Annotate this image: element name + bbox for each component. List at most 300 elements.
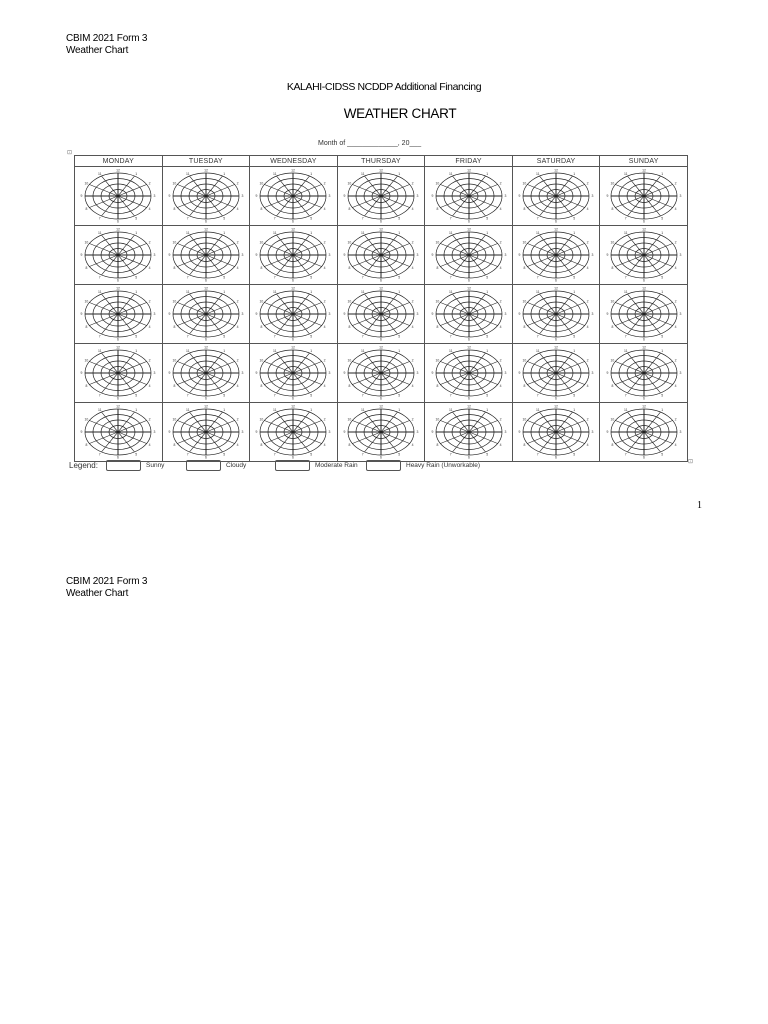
dial-hour-label: 9 (431, 194, 433, 199)
dial-hour-label: 2 (411, 240, 414, 245)
legend-label: Moderate Rain (315, 462, 358, 469)
dial-hour-label: 7 (449, 275, 452, 280)
day-cell[interactable] (512, 403, 600, 462)
dial-hour-label: 4 (586, 324, 589, 329)
dial-hour-label: 10 (522, 240, 527, 245)
dial-center (642, 431, 644, 433)
form-id-text: CBIM 2021 Form 3 (66, 33, 148, 44)
dial-hour-label: 11 (360, 231, 365, 236)
dial-hour-label: 2 (586, 299, 589, 304)
day-cell[interactable] (600, 167, 688, 226)
dial-hour-label: 5 (660, 452, 663, 457)
weather-dial-icon[interactable] (518, 405, 594, 459)
weather-dial-icon[interactable] (168, 228, 244, 282)
day-cell[interactable] (600, 344, 688, 403)
dial-hour-label: 6 (555, 337, 558, 341)
dial-hour-label: 9 (343, 194, 346, 199)
legend-box-moderate-rain (275, 460, 310, 471)
dial-center (205, 195, 207, 197)
dial-hour-label: 1 (485, 231, 488, 236)
dial-hour-label: 3 (328, 312, 331, 317)
dial-hour-label: 1 (135, 290, 138, 295)
dial-hour-label: 4 (324, 324, 326, 329)
dial-hour-label: 10 (347, 240, 352, 245)
dial-hour-label: 12 (379, 405, 383, 409)
dial-hour-label: 9 (518, 430, 521, 435)
weather-grid (74, 155, 688, 462)
dial-hour-label: 3 (679, 430, 682, 435)
dial-hour-label: 4 (236, 442, 239, 447)
dial-hour-label: 1 (660, 172, 663, 177)
dial-hour-label: 3 (591, 312, 594, 317)
dial-hour-label: 2 (674, 299, 677, 304)
weather-dial-icon[interactable] (255, 405, 331, 459)
dial-hour-label: 7 (186, 275, 189, 280)
dial-hour-label: 7 (186, 216, 189, 221)
dial-hour-label: 1 (223, 290, 226, 295)
dial-hour-label: 3 (504, 253, 506, 258)
dial-center (117, 372, 119, 374)
dial-hour-label: 9 (606, 312, 609, 317)
day-cell[interactable] (600, 285, 688, 344)
dial-center (380, 431, 382, 433)
dial-hour-label: 1 (573, 408, 576, 413)
dial-hour-label: 1 (135, 349, 138, 354)
dial-hour-label: 5 (135, 216, 138, 221)
legend-label: Cloudy (226, 462, 247, 469)
dial-hour-label: 7 (361, 216, 364, 221)
dial-hour-label: 3 (328, 253, 331, 258)
day-cell[interactable] (512, 285, 600, 344)
weather-dial-icon[interactable] (343, 287, 419, 341)
dial-hour-label: 8 (435, 442, 438, 447)
day-cell[interactable] (250, 226, 338, 285)
day-cell[interactable] (162, 344, 250, 403)
day-cell[interactable] (250, 344, 338, 403)
dial-hour-label: 8 (435, 324, 438, 329)
dial-hour-label: 10 (172, 417, 177, 422)
day-cell[interactable] (75, 403, 163, 462)
dial-hour-label: 4 (236, 324, 239, 329)
day-cell[interactable] (162, 403, 250, 462)
dial-hour-label: 2 (148, 358, 151, 363)
dial-hour-label: 7 (99, 334, 101, 339)
page-number: 1 (697, 500, 702, 511)
dial-hour-label: 8 (348, 442, 351, 447)
dial-hour-label: 7 (449, 334, 452, 339)
dial-hour-label: 4 (586, 442, 589, 447)
dial-hour-label: 2 (586, 358, 589, 363)
dial-hour-label: 2 (148, 240, 151, 245)
dial-hour-label: 4 (586, 383, 589, 388)
dial-hour-label: 12 (466, 287, 471, 291)
dial-hour-label: 1 (223, 172, 226, 177)
dial-hour-label: 3 (153, 312, 156, 317)
dial-center (467, 195, 469, 197)
dial-hour-label: 9 (606, 194, 609, 199)
dial-hour-label: 2 (411, 358, 414, 363)
dial-hour-label: 4 (674, 442, 677, 447)
weather-dial-icon[interactable] (431, 287, 507, 341)
dial-hour-label: 7 (99, 216, 101, 221)
day-cell[interactable] (162, 226, 250, 285)
dial-hour-label: 10 (347, 181, 352, 186)
page-header (66, 33, 147, 57)
dial-hour-label: 11 (273, 172, 277, 177)
dial-hour-label: 6 (642, 219, 645, 223)
dial-hour-label: 5 (310, 393, 313, 398)
weather-dial-icon[interactable] (255, 169, 331, 223)
dial-hour-label: 5 (485, 216, 488, 221)
dial-center (555, 254, 557, 256)
dial-center (467, 254, 469, 256)
dial-hour-label: 11 (536, 408, 540, 413)
day-cell[interactable] (250, 167, 338, 226)
dial-hour-label: 9 (168, 371, 171, 376)
dial-hour-label: 12 (203, 169, 208, 173)
dial-hour-label: 9 (518, 253, 521, 258)
day-cell[interactable] (75, 167, 163, 226)
dial-hour-label: 12 (116, 346, 121, 350)
dial-hour-label: 12 (116, 169, 121, 173)
week-row (75, 285, 688, 344)
weather-dial-icon[interactable] (606, 287, 682, 341)
week-row (75, 167, 688, 226)
form-id-text: CBIM 2021 Form 3 (66, 576, 148, 587)
dial-hour-label: 1 (660, 408, 663, 413)
dial-hour-label: 1 (398, 408, 401, 413)
dial-hour-label: 10 (259, 181, 264, 186)
dial-hour-label: 2 (324, 358, 326, 363)
dial-center (642, 195, 644, 197)
dial-hour-label: 5 (223, 334, 226, 339)
dial-hour-label: 2 (499, 299, 502, 304)
dial-hour-label: 2 (674, 181, 677, 186)
dial-hour-label: 6 (117, 337, 120, 341)
legend-box-sunny (106, 460, 141, 471)
day-header-friday: FRIDAY (425, 156, 513, 167)
weather-dial-icon[interactable] (80, 228, 156, 282)
dial-hour-label: 10 (522, 299, 527, 304)
dial-hour-label: 2 (148, 181, 151, 186)
dial-hour-label: 5 (135, 393, 138, 398)
weather-dial-icon[interactable] (168, 405, 244, 459)
weather-dial-icon[interactable] (431, 228, 507, 282)
dial-hour-label: 8 (523, 265, 526, 270)
page-title: WEATHER CHART (343, 106, 457, 121)
dial-center (555, 431, 557, 433)
dial-center (205, 313, 207, 315)
dial-hour-label: 11 (185, 290, 190, 295)
weather-dial-icon[interactable] (168, 346, 244, 400)
dial-hour-label: 3 (416, 194, 419, 199)
dial-hour-label: 9 (168, 253, 171, 258)
dial-center (117, 195, 119, 197)
day-cell[interactable] (337, 403, 425, 462)
day-cell[interactable] (250, 285, 338, 344)
dial-hour-label: 2 (586, 181, 589, 186)
dial-hour-label: 1 (310, 349, 313, 354)
dial-hour-label: 9 (431, 430, 433, 435)
dial-hour-label: 4 (499, 383, 502, 388)
dial-center (555, 372, 557, 374)
dial-hour-label: 5 (485, 452, 488, 457)
dial-hour-label: 5 (223, 452, 226, 457)
dial-hour-label: 9 (343, 312, 346, 317)
dial-hour-label: 3 (504, 430, 506, 435)
dial-hour-label: 6 (642, 455, 645, 459)
dial-hour-label: 5 (398, 216, 401, 221)
day-cell[interactable] (75, 344, 163, 403)
dial-hour-label: 2 (499, 240, 502, 245)
day-cell[interactable] (600, 403, 688, 462)
dial-hour-label: 10 (84, 240, 89, 245)
corner-mark-icon: ⊡ (688, 459, 694, 465)
dial-hour-label: 4 (236, 383, 239, 388)
dial-hour-label: 8 (260, 265, 263, 270)
dial-hour-label: 1 (223, 408, 226, 413)
dial-hour-label: 7 (536, 275, 539, 280)
dial-hour-label: 9 (431, 371, 433, 376)
dial-hour-label: 3 (153, 371, 156, 376)
dial-hour-label: 3 (416, 253, 419, 258)
day-cell[interactable] (425, 344, 513, 403)
dial-hour-label: 7 (624, 216, 627, 221)
weather-dial-icon[interactable] (255, 287, 331, 341)
dial-hour-label: 2 (411, 299, 414, 304)
dial-hour-label: 6 (467, 337, 470, 341)
day-cell[interactable] (425, 285, 513, 344)
dial-hour-label: 6 (204, 396, 207, 400)
dial-hour-label: 6 (117, 278, 120, 282)
dial-hour-label: 3 (241, 253, 244, 258)
dial-hour-label: 7 (536, 216, 539, 221)
dial-hour-label: 12 (641, 405, 646, 409)
dial-hour-label: 6 (292, 219, 295, 223)
dial-hour-label: 12 (379, 287, 383, 291)
day-header-sunday: SUNDAY (600, 156, 688, 167)
dial-hour-label: 2 (674, 417, 677, 422)
dial-hour-label: 3 (416, 312, 419, 317)
dial-center (380, 254, 382, 256)
dial-hour-label: 11 (536, 349, 540, 354)
dial-hour-label: 8 (611, 383, 614, 388)
dial-hour-label: 3 (504, 371, 506, 376)
day-cell[interactable] (425, 226, 513, 285)
dial-hour-label: 10 (522, 358, 527, 363)
weather-dial-icon[interactable] (606, 228, 682, 282)
weather-dial-icon[interactable] (343, 346, 419, 400)
day-cell[interactable] (512, 167, 600, 226)
dial-hour-label: 4 (499, 324, 502, 329)
dial-hour-label: 11 (273, 408, 277, 413)
dial-hour-label: 7 (274, 334, 277, 339)
weather-dial-icon[interactable] (80, 287, 156, 341)
day-cell[interactable] (512, 226, 600, 285)
dial-hour-label: 10 (172, 299, 177, 304)
dial-hour-label: 12 (203, 346, 208, 350)
weather-dial-icon[interactable] (606, 346, 682, 400)
dial-hour-label: 9 (518, 194, 521, 199)
dial-hour-label: 8 (85, 265, 88, 270)
legend-box-cloudy (186, 460, 221, 471)
dial-hour-label: 7 (361, 452, 364, 457)
dial-hour-label: 1 (310, 231, 313, 236)
dial-hour-label: 4 (586, 206, 589, 211)
weather-dial-icon[interactable] (343, 228, 419, 282)
dial-hour-label: 3 (679, 371, 682, 376)
corner-mark-icon: ⊡ (67, 150, 73, 156)
dial-hour-label: 9 (80, 312, 83, 317)
day-cell[interactable] (425, 403, 513, 462)
dial-hour-label: 10 (435, 417, 439, 422)
day-cell[interactable] (337, 226, 425, 285)
dial-hour-label: 6 (292, 278, 295, 282)
dial-hour-label: 1 (135, 231, 138, 236)
dial-hour-label: 2 (324, 417, 326, 422)
dial-hour-label: 2 (236, 358, 239, 363)
dial-hour-label: 8 (523, 206, 526, 211)
dial-hour-label: 8 (85, 442, 88, 447)
day-cell[interactable] (337, 344, 425, 403)
dial-hour-label: 8 (260, 206, 263, 211)
dial-hour-label: 9 (255, 430, 258, 435)
dial-hour-label: 11 (536, 290, 540, 295)
dial-hour-label: 12 (203, 405, 208, 409)
dial-hour-label: 4 (499, 206, 502, 211)
week-row (75, 226, 688, 285)
dial-hour-label: 6 (380, 219, 382, 223)
weather-dial-icon[interactable] (606, 405, 682, 459)
dial-center (467, 431, 469, 433)
day-cell[interactable] (162, 285, 250, 344)
weather-dial-icon[interactable] (518, 169, 594, 223)
dial-hour-label: 7 (274, 275, 277, 280)
day-cell[interactable] (337, 167, 425, 226)
dial-hour-label: 8 (435, 206, 438, 211)
dial-hour-label: 10 (435, 240, 439, 245)
legend-title: Legend: (69, 461, 98, 470)
dial-hour-label: 3 (241, 430, 244, 435)
day-cell[interactable] (162, 167, 250, 226)
dial-hour-label: 1 (135, 408, 138, 413)
dial-hour-label: 11 (360, 408, 365, 413)
dial-hour-label: 7 (624, 334, 627, 339)
dial-hour-label: 1 (660, 231, 663, 236)
day-cell[interactable] (337, 285, 425, 344)
dial-hour-label: 4 (324, 265, 326, 270)
dial-hour-label: 5 (398, 393, 401, 398)
weather-dial-icon[interactable] (431, 405, 507, 459)
weather-dial-icon[interactable] (518, 287, 594, 341)
dial-hour-label: 12 (641, 169, 646, 173)
dial-hour-label: 8 (260, 383, 263, 388)
dial-hour-label: 1 (223, 349, 226, 354)
dial-hour-label: 10 (84, 181, 89, 186)
weather-dial-icon[interactable] (255, 228, 331, 282)
weather-dial-icon[interactable] (518, 346, 594, 400)
dial-hour-label: 10 (84, 417, 89, 422)
dial-hour-label: 6 (467, 455, 470, 459)
dial-hour-label: 1 (398, 231, 401, 236)
dial-hour-label: 4 (148, 324, 151, 329)
day-header-row (75, 156, 688, 167)
dial-hour-label: 4 (148, 206, 151, 211)
day-header-saturday: SATURDAY (512, 156, 600, 167)
dial-hour-label: 5 (573, 452, 576, 457)
dial-center (205, 254, 207, 256)
dial-center (292, 254, 294, 256)
dial-hour-label: 10 (610, 358, 614, 363)
weather-dial-icon[interactable] (80, 169, 156, 223)
weather-dial-icon[interactable] (80, 405, 156, 459)
dial-hour-label: 3 (591, 194, 594, 199)
dial-hour-label: 3 (679, 253, 682, 258)
weather-dial-icon[interactable] (255, 346, 331, 400)
weather-dial-icon[interactable] (168, 287, 244, 341)
dial-hour-label: 7 (361, 275, 364, 280)
dial-hour-label: 11 (448, 290, 453, 295)
day-cell[interactable] (512, 344, 600, 403)
dial-hour-label: 6 (204, 278, 207, 282)
dial-hour-label: 11 (623, 172, 628, 177)
weather-dial-icon[interactable] (606, 169, 682, 223)
weather-dial-icon[interactable] (80, 346, 156, 400)
day-cell[interactable] (75, 285, 163, 344)
weather-dial-icon[interactable] (431, 346, 507, 400)
dial-hour-label: 1 (485, 349, 488, 354)
dial-hour-label: 8 (173, 442, 176, 447)
dial-hour-label: 8 (85, 324, 88, 329)
dial-hour-label: 10 (347, 417, 352, 422)
dial-hour-label: 2 (586, 240, 589, 245)
dial-hour-label: 6 (117, 455, 120, 459)
day-cell[interactable] (600, 226, 688, 285)
weather-dial-icon[interactable] (518, 228, 594, 282)
dial-hour-label: 5 (485, 275, 488, 280)
weather-dial-icon[interactable] (168, 169, 244, 223)
weather-dial-icon[interactable] (343, 405, 419, 459)
dial-hour-label: 3 (416, 371, 419, 376)
dial-hour-label: 5 (573, 393, 576, 398)
dial-center (555, 195, 557, 197)
dial-hour-label: 8 (348, 206, 351, 211)
dial-hour-label: 1 (398, 172, 401, 177)
dial-hour-label: 9 (168, 430, 171, 435)
dial-hour-label: 11 (536, 231, 540, 236)
day-cell[interactable] (425, 167, 513, 226)
dial-hour-label: 3 (679, 312, 682, 317)
weather-grid-body (75, 167, 688, 462)
month-field: Month of _____________, 20___ (318, 140, 422, 147)
dial-hour-label: 11 (98, 231, 102, 236)
dial-hour-label: 6 (555, 455, 558, 459)
dial-hour-label: 11 (98, 349, 102, 354)
day-cell[interactable] (75, 226, 163, 285)
dial-hour-label: 5 (660, 275, 663, 280)
dial-hour-label: 4 (674, 383, 677, 388)
dial-hour-label: 9 (343, 371, 346, 376)
dial-hour-label: 11 (536, 172, 540, 177)
dial-hour-label: 10 (610, 417, 614, 422)
day-cell[interactable] (250, 403, 338, 462)
dial-hour-label: 7 (361, 393, 364, 398)
weather-dial-icon[interactable] (431, 169, 507, 223)
dial-hour-label: 1 (310, 172, 313, 177)
dial-hour-label: 12 (641, 287, 646, 291)
weather-dial-icon[interactable] (343, 169, 419, 223)
dial-hour-label: 5 (223, 275, 226, 280)
